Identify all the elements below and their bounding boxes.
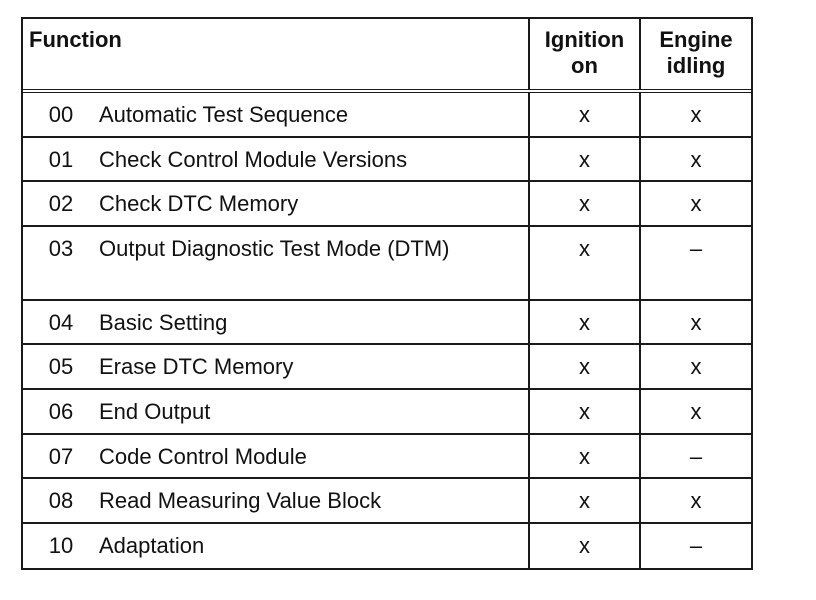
idling-mark: – <box>689 532 703 558</box>
idling-mark: x <box>690 309 702 335</box>
idling-mark: x <box>690 146 702 172</box>
function-number: 06 <box>48 398 74 424</box>
ignition-mark: x <box>530 524 641 569</box>
ignition-mark: x <box>530 435 641 478</box>
table-row <box>23 138 751 183</box>
function-name: Read Measuring Value Block <box>99 488 382 514</box>
function-table <box>21 17 753 570</box>
ignition-mark: x <box>530 390 641 433</box>
table-row <box>23 301 751 346</box>
ignition-mark: x <box>530 301 641 344</box>
idling-mark: x <box>690 354 702 380</box>
function-number: 07 <box>48 443 74 469</box>
function-name: Erase DTC Memory <box>99 354 294 380</box>
idling-mark: x <box>690 102 702 127</box>
table-row <box>23 390 751 435</box>
function-name: Automatic Test Sequence <box>99 102 349 127</box>
header-engine-idling: Engine idling <box>659 27 733 78</box>
idling-mark: x <box>690 488 702 514</box>
function-number: 08 <box>48 488 74 514</box>
ignition-mark: x <box>530 138 641 181</box>
function-name: End Output <box>99 398 211 424</box>
function-name: Check DTC Memory <box>99 191 299 217</box>
function-name: Basic Setting <box>99 309 228 335</box>
idling-mark: – <box>689 443 703 469</box>
idling-mark: – <box>689 235 703 261</box>
function-number: 10 <box>48 532 74 558</box>
ignition-mark: x <box>530 182 641 225</box>
table-row <box>23 93 751 138</box>
function-name: Check Control Module Versions <box>99 146 408 172</box>
ignition-mark: x <box>530 345 641 388</box>
header-function: Function <box>23 19 530 89</box>
table-row <box>23 435 751 480</box>
table-row <box>23 524 751 569</box>
header-ignition-on: Ignition on <box>530 19 641 89</box>
function-name: Output Diagnostic Test Mode (DTM) <box>99 235 450 261</box>
function-number: 01 <box>48 146 74 172</box>
table-row <box>23 479 751 524</box>
ignition-mark: x <box>530 93 641 136</box>
table-row <box>23 182 751 227</box>
table-row <box>23 227 751 301</box>
function-number: 00 <box>48 102 74 127</box>
function-number: 04 <box>48 309 74 335</box>
idling-mark: x <box>690 398 702 424</box>
table-row <box>23 345 751 390</box>
function-name: Adaptation <box>99 532 205 558</box>
function-name: Code Control Module <box>99 443 307 469</box>
function-number: 05 <box>48 354 74 380</box>
ignition-mark: x <box>530 479 641 522</box>
idling-mark: x <box>690 191 702 217</box>
ignition-mark: x <box>530 227 641 299</box>
function-number: 03 <box>48 235 74 261</box>
table-header <box>23 19 751 93</box>
function-number: 02 <box>48 191 74 217</box>
